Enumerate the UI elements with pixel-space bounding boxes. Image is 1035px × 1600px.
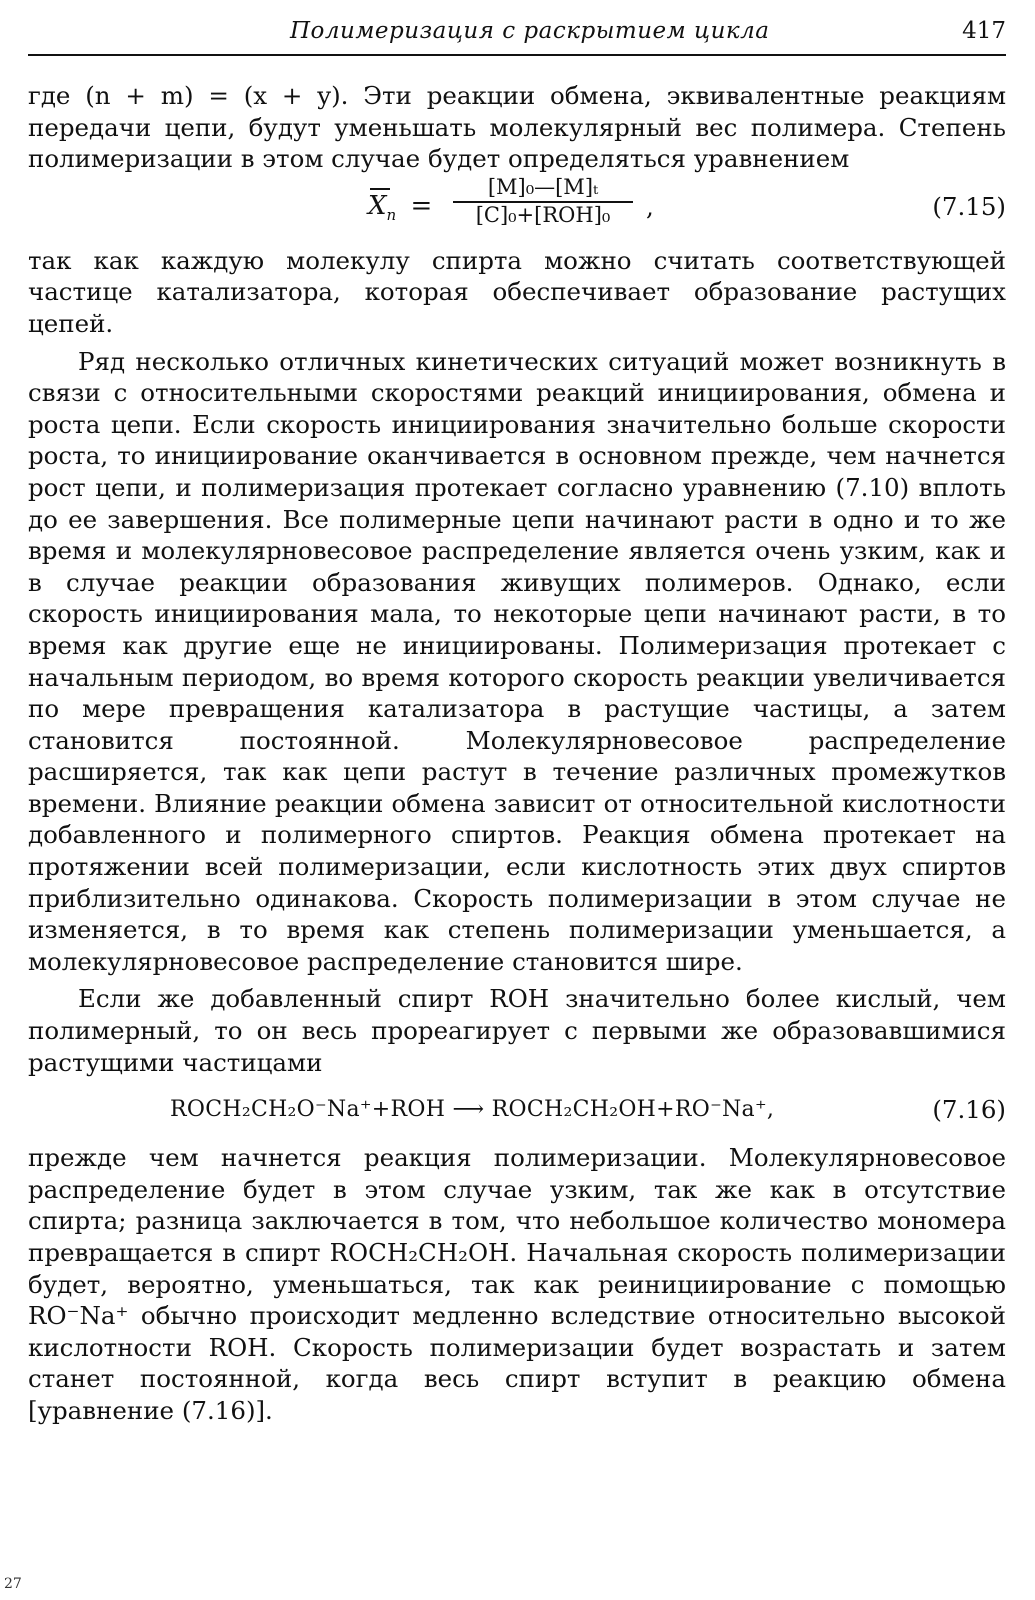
equation-number: (7.15) <box>932 191 1006 221</box>
equation-comma: , <box>646 191 654 221</box>
equation-7-16 <box>28 1078 1006 1142</box>
page-number: 417 <box>962 18 1006 44</box>
paragraph-2: так как каждую молекулу спирта можно считать соответствующей частице катализатора, которая обеспечивает образование растущих цепей. <box>28 245 1006 338</box>
text-body <box>28 80 1006 1427</box>
chemical-equation: ROCH₂CH₂O⁻Na⁺+ROH ⟶ ROCH₂CH₂OH+RO⁻Na⁺, <box>170 1097 775 1123</box>
fraction-denominator: [C]₀+[ROH]₀ <box>475 202 611 227</box>
signature-mark: 27 <box>4 1576 22 1592</box>
equation-lhs: $X_n$ = <box>368 191 432 232</box>
page <box>28 14 1006 1425</box>
fraction-numerator: [M]₀—[M]ₜ <box>453 175 633 203</box>
header-rule <box>28 54 1006 56</box>
equation-fraction <box>453 175 633 227</box>
paragraph-4: Если же добавленный спирт ROH значительно более кислый, чем полимерный, то он весь прореагирует с первыми же образовавшимися растущими частицами <box>28 984 1006 1077</box>
paragraph-5: прежде чем начнется реакция полимеризации. Молекулярновесовое распределение будет в этом случае узким, так же как в отсутствие спирта; разница заключается в том, что небольшое количество мономера превращается в спирт ROCH₂CH₂OH. Начальная скорость полимеризации будет, вероятно, уменьшаться, так как реинициирование с помощью RO⁻Na⁺ обычно происходит медленно вследствие относительно высокой кислотности ROH. Скорость полимеризации будет возрастать и затем станет постоянной, когда весь спирт вступит в реакцию обмена [уравнение (7.16)]. <box>28 1143 1006 1425</box>
overline <box>370 188 390 190</box>
equals-sign: = <box>410 190 433 221</box>
running-title: Полимеризация с раскрытием цикла <box>290 18 770 44</box>
paragraph-1: где (n + m) = (x + y). Эти реакции обмена, эквивалентные реакциям передачи цепи, будут уменьшать молекулярный вес полимера. Степень полимеризации в этом случае будет определяться уравнением <box>28 81 1006 174</box>
paragraph-3: Ряд несколько отличных кинетических ситуаций может возникнуть в связи с относительными скоростями реакций инициирования, обмена и роста цепи. Если скорость инициирования значительно больше скорости роста, то инициирование оканчивается в основном прежде, чем начнется рост цепи, и полимеризация протекает согласно уравнению (7.10) вплоть до ее завершения. Все полимерные цепи начинают расти в одно и то же время и молекулярновесовое распределение является очень узким, как и в случае реакции образования живущих полимеров. Однако, если скорость инициирования мала, то некоторые цепи начинают расти, в то время как другие еще не инициированы. Полимеризация протекает с начальным периодом, во время которого скорость реакции увеличивается по мере превращения катализатора в растущие частицы, а затем становится постоянной. Молекулярновесовое распределение расширяется, так как цепи растут в течение различных промежутков времени. Влияние реакции обмена зависит от относительной кислотности добавленного и полимерного спиртов. Реакция обмена протекает на протяжении всей полимеризации, если кислотность этих двух спиртов приблизительно одинакова. Скорость полимеризации в этом случае не изменяется, в то время как степень полимеризации уменьшается, а молекулярновесовое распределение становится шире. <box>28 346 1006 976</box>
equation-number: (7.16) <box>932 1095 1006 1125</box>
running-header <box>28 14 1006 44</box>
equation-7-15 <box>28 175 1006 245</box>
